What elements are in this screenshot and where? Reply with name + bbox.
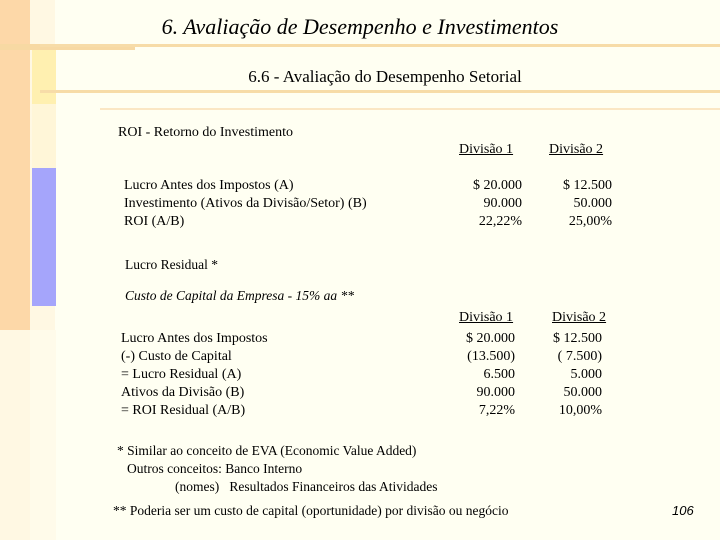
residual-value-d2: 10,00% — [558, 403, 602, 418]
residual-value-d2: $ 12.500 — [553, 331, 602, 346]
roi-heading: ROI - Retorno do Investimento — [118, 125, 293, 140]
roi-value-d2: 25,00% — [568, 214, 612, 229]
residual-row-label: Ativos da Divisão (B) — [121, 385, 245, 400]
residual-col1-header: Divisão 1 — [459, 310, 514, 325]
roi-value-d2: 50.000 — [573, 196, 612, 211]
decor-bar-blue — [32, 168, 56, 306]
residual-value-d1: (13.500) — [467, 349, 515, 364]
roi-col2-header: Divisão 2 — [549, 142, 604, 157]
residual-heading: Lucro Residual * — [125, 257, 218, 272]
roi-row-label: Investimento (Ativos da Divisão/Setor) (B) — [124, 196, 367, 211]
residual-value-d2: ( 7.500) — [557, 349, 602, 364]
residual-col2-values — [515, 330, 602, 420]
roi-col1-header: Divisão 1 — [459, 142, 514, 157]
roi-col2-values — [530, 177, 612, 231]
title-rule-2 — [40, 90, 720, 93]
residual-value-d1: 7,22% — [478, 403, 515, 418]
residual-row-label: Lucro Antes dos Impostos — [121, 331, 268, 346]
note-other-concepts: Outros conceitos: Banco Interno — [127, 461, 303, 476]
residual-row-label: = ROI Residual (A/B) — [121, 403, 246, 418]
residual-row-label: (-) Custo de Capital — [121, 349, 232, 364]
roi-value-d1: $ 20.000 — [473, 178, 522, 193]
decor-bar-small — [30, 330, 56, 540]
residual-col2-header: Divisão 2 — [552, 310, 607, 325]
page-number: 106 — [672, 503, 694, 518]
title-rule-short — [100, 108, 720, 110]
title-rule — [40, 44, 720, 47]
residual-value-d2: 5.000 — [570, 367, 602, 382]
roi-value-d1: 90.000 — [483, 196, 522, 211]
capital-cost-note: Custo de Capital da Empresa - 15% aa ** — [125, 288, 354, 303]
roi-row-label: ROI (A/B) — [124, 214, 185, 229]
note-capital-cost: ** Poderia ser um custo de capital (oportunidade) por divisão ou negócio — [113, 503, 509, 518]
page-title: 6. Avaliação de Desempenho e Investimentos — [161, 14, 559, 39]
roi-row-label: Lucro Antes dos Impostos (A) — [124, 178, 294, 193]
residual-value-d1: 90.000 — [476, 385, 515, 400]
residual-value-d1: 6.500 — [483, 367, 515, 382]
roi-labels — [124, 177, 367, 231]
roi-value-d1: 22,22% — [478, 214, 522, 229]
note-eva: * Similar ao conceito de EVA (Economic Value Added) — [117, 443, 417, 458]
residual-row-label: = Lucro Residual (A) — [121, 367, 242, 382]
roi-col1-values — [440, 177, 522, 231]
residual-value-d2: 50.000 — [563, 385, 602, 400]
roi-value-d2: $ 12.500 — [563, 178, 612, 193]
residual-value-d1: $ 20.000 — [466, 331, 515, 346]
residual-col1-values — [430, 330, 515, 420]
section-subtitle: 6.6 - Avaliação do Desempenho Setorial — [248, 67, 522, 86]
note-names: (nomes) Resultados Financeiros das Atividades — [175, 479, 438, 494]
residual-labels — [121, 330, 268, 420]
